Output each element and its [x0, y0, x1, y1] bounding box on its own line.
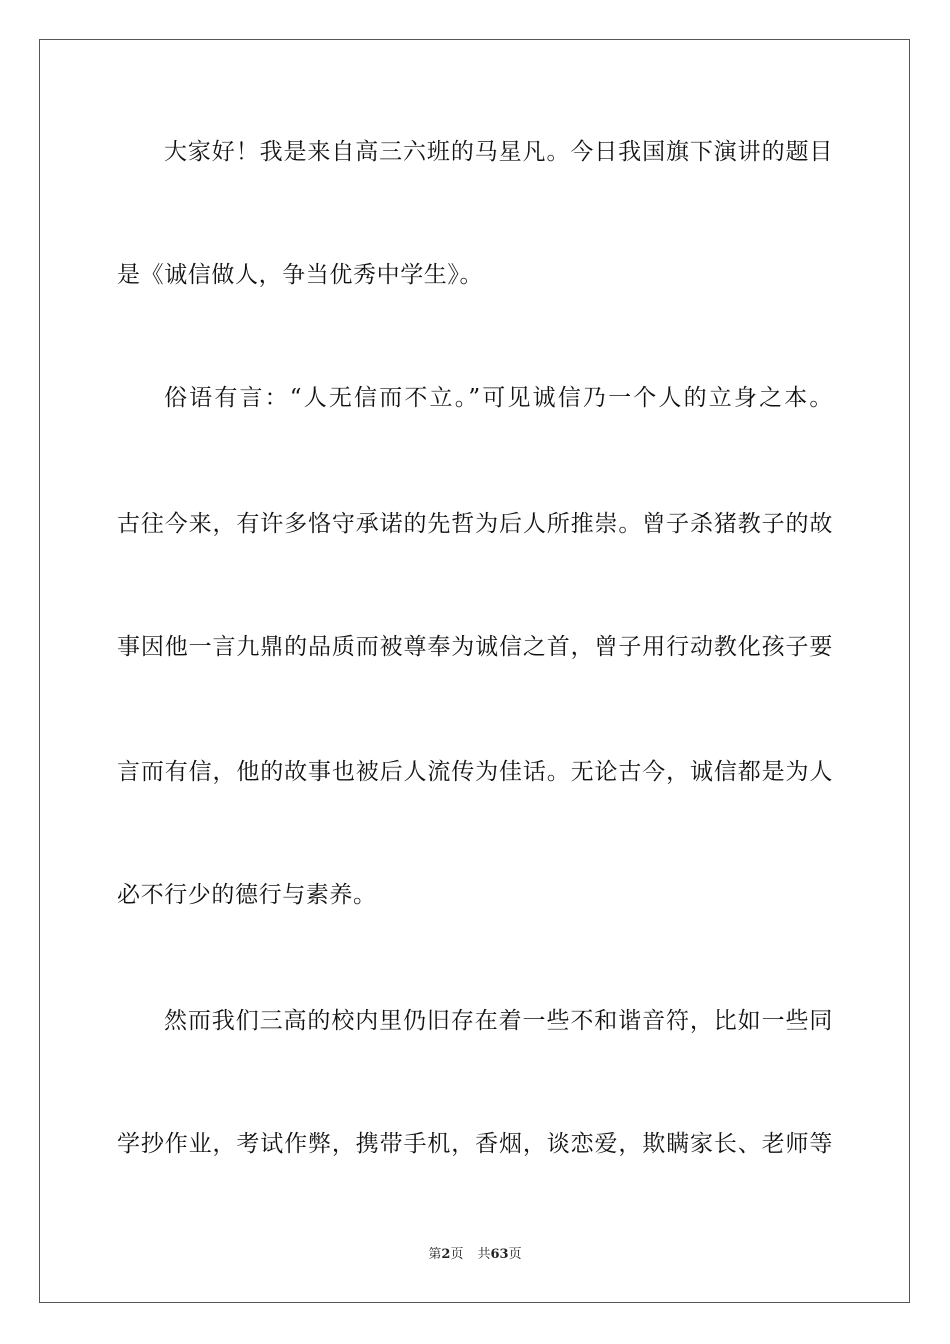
page-label-prefix: 第 — [428, 1247, 442, 1262]
paragraph-2-line-4: 言而有信，他的故事也被后人流传为佳话。无论古今，诚信都是为人 — [117, 759, 833, 785]
page-frame — [39, 39, 910, 1303]
total-pages: 63 — [490, 1247, 509, 1262]
page-number: 2 — [441, 1247, 451, 1262]
paragraph-2-line-2: 古往今来，有许多恪守承诺的先哲为后人所推崇。曾子杀猪教子的故 — [117, 511, 833, 537]
paragraph-2-line-5: 必不行少的德行与素养。 — [117, 882, 377, 908]
page-footer — [0, 1247, 950, 1263]
paragraph-2-line-3: 事因他一言九鼎的品质而被尊奉为诚信之首，曾子用行动教化孩子要 — [117, 634, 833, 660]
paragraph-3-line-1: 然而我们三高的校内里仍旧存在着一些不和谐音符，比如一些同 — [164, 1008, 833, 1034]
paragraph-1-line-1: 大家好！我是来自高三六班的马星凡。今日我国旗下演讲的题目 — [164, 139, 833, 165]
paragraph-3-line-2: 学抄作业，考试作弊，携带手机，香烟，谈恋爱，欺瞒家长、老师等 — [117, 1131, 833, 1157]
paragraph-2-line-1: 俗语有言：“人无信而不立。”可见诚信乃一个人的立身之本。 — [164, 385, 833, 411]
paragraph-1-line-2: 是《诚信做人，争当优秀中学生》。 — [117, 262, 484, 288]
page-label-suffix: 页 — [450, 1247, 464, 1262]
total-label-prefix: 共 — [477, 1247, 491, 1262]
total-label-suffix: 页 — [508, 1247, 522, 1262]
